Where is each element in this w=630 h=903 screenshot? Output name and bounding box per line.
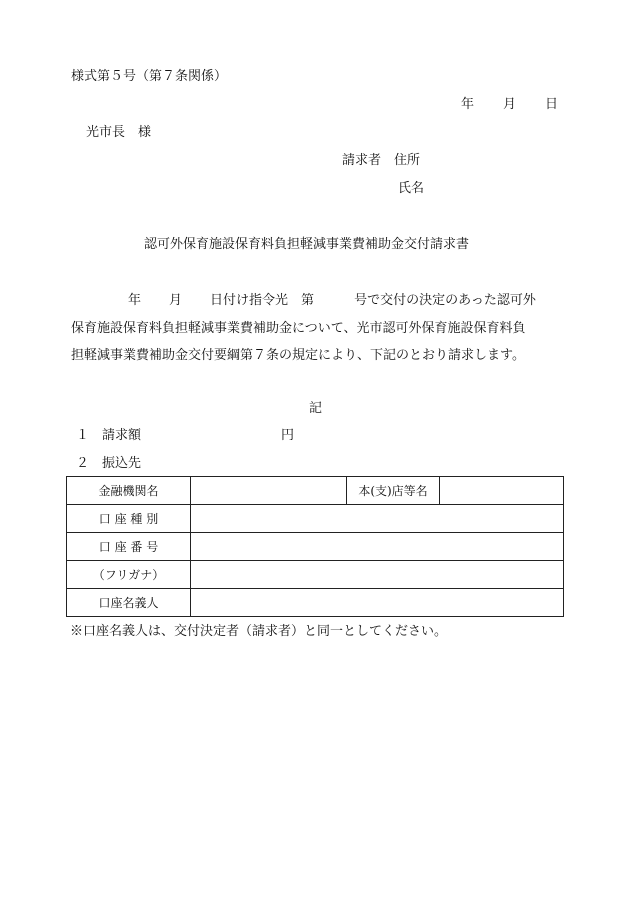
furigana-field[interactable]	[191, 561, 564, 589]
body-line-1	[71, 287, 561, 315]
body-line-3: 担軽減事業費補助金交付要綱第７条の規定により、下記のとおり請求します。	[71, 348, 525, 363]
form-number: 様式第５号（第７条関係）	[71, 69, 228, 84]
addressee-name: 光市長	[86, 125, 126, 140]
date-day-label: 日	[545, 97, 559, 112]
body-text	[71, 287, 561, 370]
body-month: 月	[169, 293, 183, 308]
table-row	[67, 561, 564, 589]
claimant-name-label: 氏名	[398, 181, 425, 196]
item-label: 振込先	[102, 456, 142, 471]
account-holder-field[interactable]	[191, 589, 564, 617]
financial-institution-label: 金融機関名	[67, 477, 191, 505]
date-line	[461, 97, 558, 113]
body-line-2: 保育施設保育料負担軽減事業費補助金について、光市認可外保育施設保育料負	[71, 320, 526, 336]
furigana-label: （フリガナ）	[67, 561, 191, 589]
branch-field[interactable]	[440, 477, 564, 505]
claimant-address-line	[342, 153, 420, 169]
body-year: 年	[128, 293, 142, 308]
table-row	[67, 477, 564, 505]
body-dai: 第	[301, 293, 315, 308]
claimant-label: 請求者	[342, 153, 382, 168]
table-row	[67, 533, 564, 561]
item-number: ２	[76, 456, 90, 471]
footnote: ※口座名義人は、交付決定者（請求者）と同一としてください。	[70, 624, 448, 639]
account-type-label: 口 座 種 別	[67, 505, 191, 533]
item-transfer-destination	[76, 456, 141, 472]
ki-heading: 記	[309, 401, 323, 416]
item-label: 請求額	[102, 428, 142, 443]
account-holder-label: 口座名義人	[67, 589, 191, 617]
addressee	[86, 125, 151, 141]
branch-label: 本(支)店等名	[347, 477, 440, 505]
date-month-label: 月	[503, 97, 517, 112]
body-line-1-rest: 号で交付の決定のあった認可外	[354, 293, 536, 308]
date-year-label: 年	[461, 97, 475, 112]
yen-unit: 円	[281, 428, 295, 443]
bank-account-table	[66, 476, 564, 617]
account-type-field[interactable]	[191, 505, 564, 533]
document-title: 認可外保育施設保育料負担軽減事業費補助金交付請求書	[144, 237, 470, 252]
honorific: 様	[138, 125, 152, 140]
body-day-ref: 日付け指令光	[210, 293, 289, 308]
address-label: 住所	[394, 153, 421, 168]
table-row	[67, 589, 564, 617]
table-row	[67, 505, 564, 533]
item-claim-amount	[76, 428, 295, 444]
account-number-field[interactable]	[191, 533, 564, 561]
item-number: １	[76, 428, 90, 443]
financial-institution-field[interactable]	[191, 477, 347, 505]
account-number-label: 口 座 番 号	[67, 533, 191, 561]
